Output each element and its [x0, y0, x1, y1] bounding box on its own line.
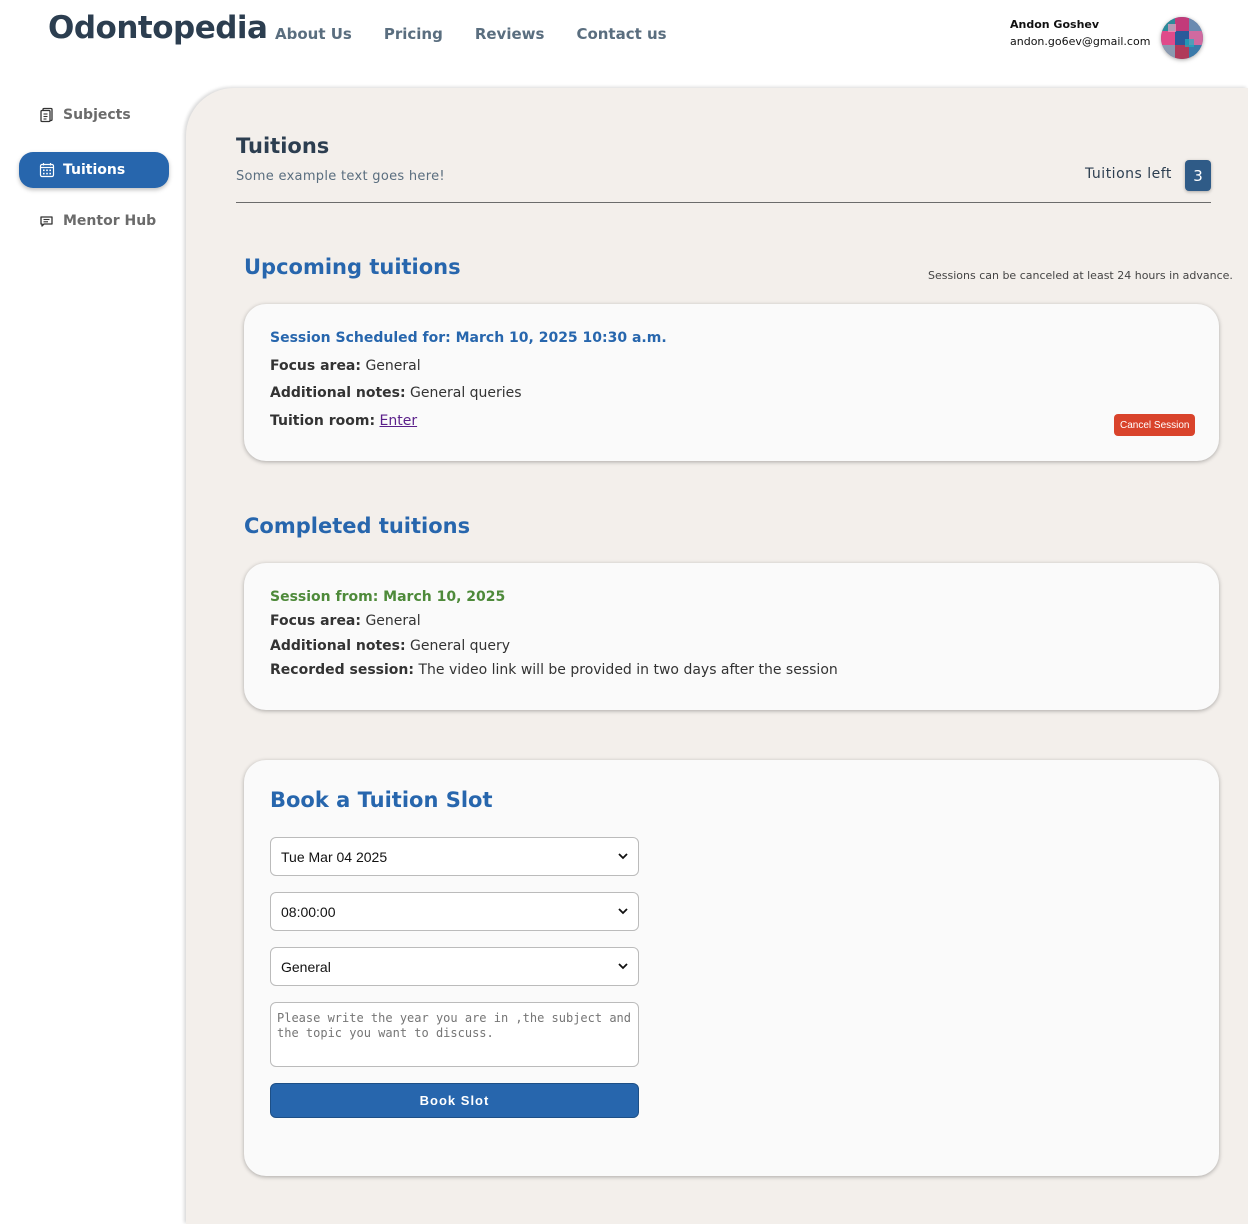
upcoming-title: Upcoming tuitions — [244, 255, 461, 279]
brand-logo[interactable]: Odontopedia — [48, 10, 268, 46]
document-icon — [39, 107, 55, 123]
notes-textarea[interactable] — [270, 1002, 639, 1067]
user-email: andon.go6ev@gmail.com — [1010, 35, 1151, 48]
date-select[interactable] — [270, 837, 639, 876]
room-label: Tuition room: — [270, 413, 376, 429]
booking-card — [244, 760, 1219, 1176]
nav-pricing[interactable]: Pricing — [383, 25, 443, 43]
upcoming-session-card — [244, 304, 1219, 461]
focus-area-label: Focus area: — [270, 358, 361, 374]
avatar-image — [1161, 17, 1203, 59]
sidebar-item-subjects[interactable] — [19, 97, 169, 133]
nav-about-us[interactable]: About Us — [275, 25, 352, 43]
tuitions-left-label: Tuitions left — [1085, 166, 1172, 182]
booking-title: Book a Tuition Slot — [270, 788, 493, 812]
completed-session-heading: Session from: March 10, 2025 — [270, 589, 506, 605]
focus-area — [270, 358, 421, 374]
calendar-icon — [39, 162, 55, 178]
notes-value: General queries — [410, 385, 522, 401]
recorded-session — [270, 662, 838, 678]
book-slot-button[interactable]: Book Slot — [270, 1083, 639, 1118]
focus-area-value: General — [365, 358, 421, 374]
avatar[interactable] — [1161, 17, 1203, 59]
recorded-label: Recorded session: — [270, 662, 414, 678]
sidebar-item-label: Mentor Hub — [63, 213, 157, 229]
chat-icon — [39, 213, 55, 229]
main-panel — [186, 88, 1248, 1224]
nav-contact-us[interactable]: Contact us — [576, 25, 667, 43]
completed-title: Completed tuitions — [244, 514, 471, 538]
sidebar-item-label: Subjects — [63, 107, 131, 123]
recorded-value: The video link will be provided in two days after the session — [418, 662, 838, 678]
header-divider — [236, 202, 1211, 203]
nav-reviews[interactable]: Reviews — [474, 25, 545, 43]
user-info — [1010, 18, 1150, 48]
session-heading: Session Scheduled for: March 10, 2025 10:30 a.m. — [270, 330, 667, 346]
sidebar-item-mentor-hub[interactable] — [19, 203, 169, 239]
notes-label: Additional notes: — [270, 385, 406, 401]
completed-additional-notes — [270, 638, 510, 654]
sidebar-item-tuitions[interactable] — [19, 152, 169, 188]
date-select-value: Tue Mar 04 2025 — [281, 848, 388, 865]
enter-room-link[interactable]: Enter — [379, 413, 418, 429]
focus-area-select[interactable] — [270, 947, 639, 986]
completed-focus-area — [270, 613, 421, 629]
time-select[interactable] — [270, 892, 639, 931]
chevron-down-icon — [618, 853, 628, 860]
sidebar-item-label: Tuitions — [63, 162, 126, 178]
top-bar — [0, 0, 1248, 80]
cancel-policy-note: Sessions can be canceled at least 24 hours in advance. — [928, 269, 1233, 282]
chevron-down-icon — [618, 963, 628, 970]
focus-area-label: Focus area: — [270, 613, 361, 629]
focus-select-value: General — [281, 958, 331, 975]
user-name: Andon Goshev — [1010, 18, 1100, 31]
additional-notes — [270, 385, 522, 401]
main-nav — [275, 25, 667, 43]
time-select-value: 08:00:00 — [281, 903, 336, 920]
notes-value: General query — [410, 638, 511, 654]
chevron-down-icon — [618, 908, 628, 915]
tuition-room — [270, 413, 417, 429]
cancel-session-button[interactable]: Cancel Session — [1114, 414, 1195, 436]
notes-label: Additional notes: — [270, 638, 406, 654]
page-subtitle: Some example text goes here! — [236, 169, 445, 184]
tuitions-left-badge: 3 — [1185, 160, 1211, 191]
page-title: Tuitions — [236, 134, 330, 158]
focus-area-value: General — [365, 613, 421, 629]
completed-session-card — [244, 563, 1219, 710]
